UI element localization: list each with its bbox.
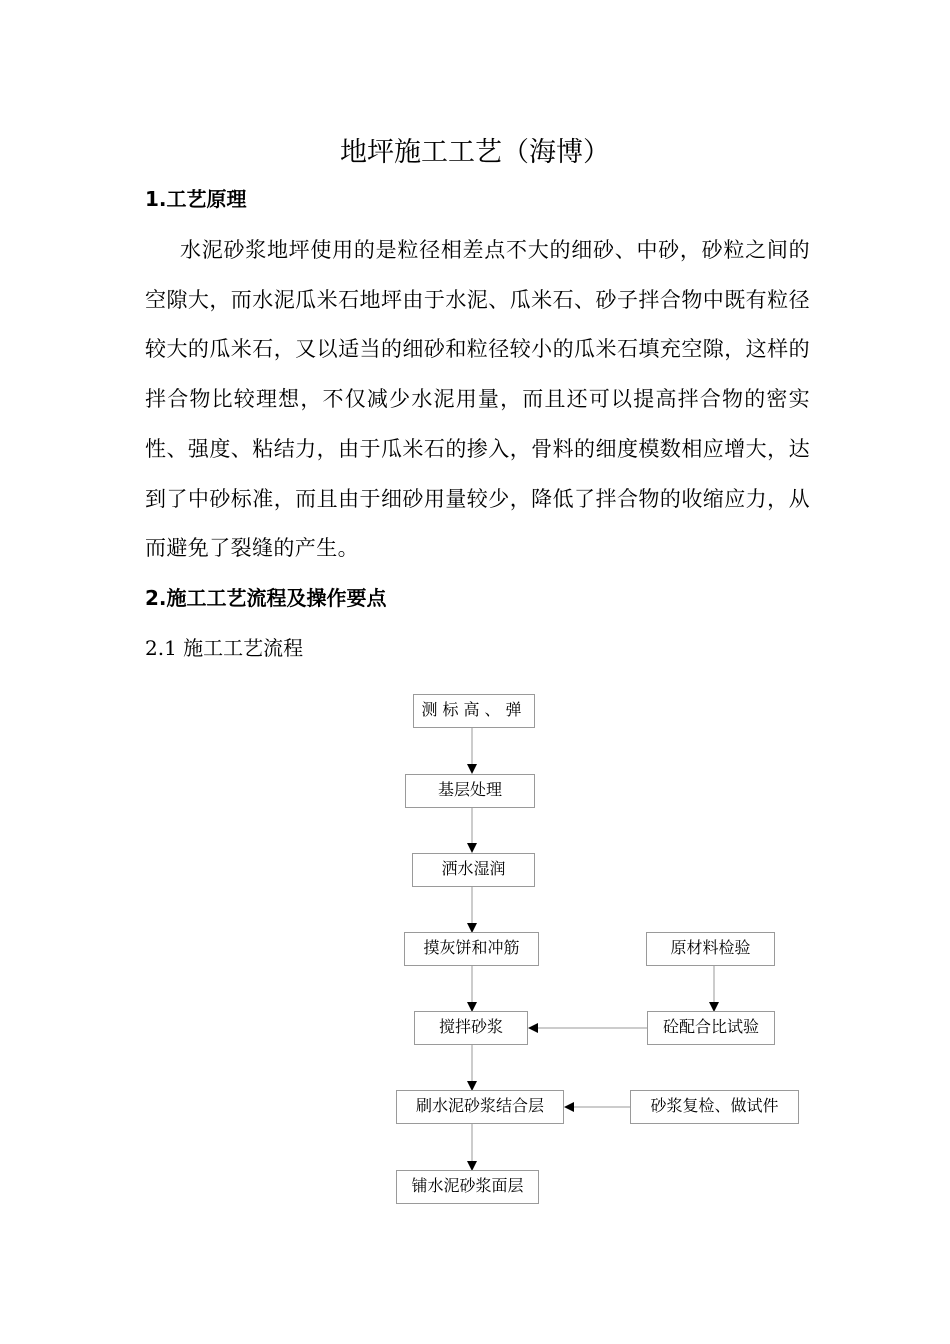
document-title: 地坪施工工艺（海博） [340,137,610,168]
flow-step-base-treatment: 基层处理 [405,774,535,808]
flow-step-wetting: 洒水湿润 [412,853,535,887]
flow-step-screeding: 摸灰饼和冲筋 [404,932,539,966]
flow-step-mortar-recheck: 砂浆复检、做试件 [630,1090,799,1124]
flow-step-bonding-layer: 刷水泥砂浆结合层 [396,1090,564,1124]
flow-step-surface-layer: 铺水泥砂浆面层 [396,1170,539,1204]
section-heading-principle: 1.工艺原理 [145,187,247,211]
flow-step-measure-elevation: 测标高、弹 [413,694,535,728]
flow-step-material-inspection: 原材料检验 [646,932,775,966]
flow-step-mixing: 搅拌砂浆 [414,1011,528,1045]
flow-step-mix-ratio-test: 砼配合比试验 [647,1011,775,1045]
section-heading-process: 2.施工工艺流程及操作要点 [145,586,387,610]
subsection-heading-flow: 2.1 施工工艺流程 [145,636,304,660]
principle-paragraph: 水泥砂浆地坪使用的是粒径相差点不大的细砂、中砂，砂粒之间的空隙大，而水泥瓜米石地坪由于水泥、瓜米石、砂子拌合物中既有粒径较大的瓜米石，又以适当的细砂和粒径较小的瓜米石填充空隙，这样的拌合物比较理想，不仅减少水泥用量，而且还可以提高拌合物的密实性、强度、粘结力，由于瓜米石的掺入，骨料的细度模数相应增大，达到了中砂标准，而且由于细砂用量较少，降低了拌合物的收缩应力，从而避免了裂缝的产生。 [145,238,810,561]
